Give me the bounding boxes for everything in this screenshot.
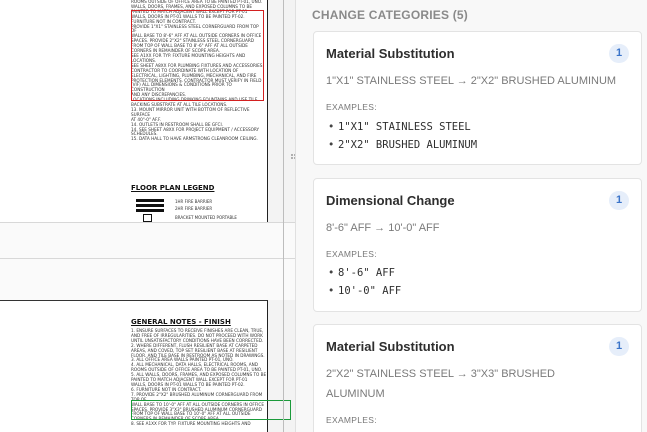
drawing-note-line: 14. SEE SHEET A8XX FOR PROJECT EQUIPMENT / ACCESSORY bbox=[131, 126, 260, 132]
drawing-note-line: WALL BASE TO 8'-6" AFF AT ALL OUTSIDE CORNERS IN OFFICE bbox=[131, 33, 262, 39]
categories-header: CHANGE CATEGORIES (5) bbox=[312, 8, 468, 22]
drawing-note-line: AT 40"-0" AF.F. bbox=[131, 116, 162, 122]
drawing-note-line: 5. ALL WALLS, DOORS, FRAMES, AND EXPOSED COLUMNS TO BE bbox=[131, 372, 267, 378]
category-summary: 8'-6" AFF → 10'-0" AFF bbox=[326, 222, 440, 234]
drawing-note-line: WALLS, DOORS IN PT-01 WALLS TO BE PAINTED PT-02. bbox=[131, 13, 245, 19]
examples-label: EXAMPLES: bbox=[326, 415, 377, 425]
legend-extinguisher-symbol bbox=[143, 214, 152, 222]
drawing-note-line: FLOOR. AND TILE BASE IN RESTROOM AS NOTED IN DRAWINGS. bbox=[131, 352, 265, 358]
drawing-note-line: PROVIDE 1"X1" STAINLESS STEEL CORNERGUARD FROM TOP OF bbox=[131, 23, 260, 34]
sheet-edge-line bbox=[283, 0, 284, 432]
category-summary: 1"X1" STAINLESS STEEL → 2"X2" BRUSHED ALUMINUM bbox=[326, 75, 617, 87]
drawing-note-line: ROOMS OUTSIDE OF OFFICE AREA TO BE PAINTED PT-01, UNO. bbox=[131, 0, 263, 4]
drawing-note-line: CORNERS IN REMAINDER OF SCOPE AREA. bbox=[131, 48, 220, 54]
examples-label: EXAMPLES: bbox=[326, 249, 377, 259]
drawing-note-line: UNTIL UNSATISFACTORY CONDITIONS HAVE BEEN CORRECTED. bbox=[131, 337, 264, 343]
category-card[interactable] bbox=[313, 31, 642, 165]
category-title: Material Substitution bbox=[326, 339, 455, 354]
category-title: Material Substitution bbox=[326, 46, 455, 61]
drawing-note-line: WALLS, DOORS, FRAMES, AND EXPOSED COLUMNS TO BE bbox=[131, 3, 252, 9]
drawing-note-line: AND FREE OF IRREGULARITIES. DO NOT PROCEED WITH WORK bbox=[131, 332, 263, 338]
examples-list bbox=[328, 118, 477, 154]
drawing-note-line: WALL BASE TO 10'-0" AFF AT ALL OUTSIDE CORNERS IN OFFICE bbox=[131, 401, 264, 407]
change-categories-panel[interactable] bbox=[296, 0, 647, 432]
drawing-viewer[interactable] bbox=[0, 0, 295, 432]
example-item: • 1"X1" STAINLESS STEEL bbox=[328, 121, 471, 133]
drawing-note-line: 4. ALL MECHANICAL, DATA HALLS, ELECTRICAL ROOMS, AND bbox=[131, 362, 259, 368]
drawing-note-line: LOCATIONS INCLUDING DRINKING FOUNTAINS AND USE TILE bbox=[131, 97, 258, 103]
drawing-note-line: WALLS, DOORS IN PT-01 WALLS TO BE PAINTED PT-02. bbox=[131, 381, 245, 387]
category-count-badge: 1 bbox=[609, 191, 629, 210]
drawing-note-line: 8. SEE A1XX FOR TYP. FIXTURE MOUNTING HEIGHTS AND bbox=[131, 421, 251, 427]
drawing-note-line: 1. ENSURE SURFACES TO RECEIVE FINISHES ARE CLEAN, TRUE, bbox=[131, 328, 264, 333]
drawing-note-line: FURNITURE NOT IN CONTRACT. bbox=[131, 18, 197, 24]
drawing-note-line: ELECTRICAL, LIGHTING, PLUMBING, MECHANICAL, AND FIRE bbox=[131, 72, 257, 78]
legend-barrier-symbols bbox=[136, 199, 164, 215]
drawing-note-line: ROOMS OUTSIDE OF OFFICE AREA TO BE PAINTED PT-01, UNO. bbox=[131, 367, 263, 373]
examples-list bbox=[328, 264, 401, 300]
examples-label: EXAMPLES: bbox=[326, 102, 377, 112]
drawing-note-line: (VIF) ALL DIMENSIONS & CONDITIONS PRIOR TO CONSTRUCTION bbox=[131, 82, 234, 93]
sheet-gap bbox=[0, 222, 295, 300]
drawing-note-line: AREAS, AND COVED, TOP SET RESILIENT BASE AT RESILIENT bbox=[131, 347, 258, 353]
sheet-gap-divider bbox=[0, 258, 295, 259]
drawing-note-line: 6. FURNITURE NOT IN CONTRACT. bbox=[131, 386, 202, 392]
drawing-note-line: 13. MOUNT MIRROR UNIT WITH BOTTOM OF REFLECTIVE SURFACE bbox=[131, 106, 251, 117]
example-item: • 2"X2" BRUSHED ALUMINUM bbox=[328, 139, 478, 151]
added-change-highlight[interactable] bbox=[131, 400, 291, 420]
example-item: • 10'-0" AFF bbox=[328, 285, 402, 297]
drawing-note-line: AND ANY DISCREPANCIES. bbox=[131, 92, 187, 98]
drawing-note-line: 15. DATA HALL TO HAVE ARMSTRONG CLEANROOM CEILING. bbox=[131, 136, 258, 142]
drawing-note-line: FROM TOP OF WALL BASE TO 8'-6" AFF AT ALL OUTSIDE bbox=[131, 43, 248, 49]
drawing-note-line: SPACES. PROVIDE 3"X3" BRUSHED ALUMINUM CORNERGUARD bbox=[131, 406, 262, 412]
category-summary: 2"X2" STAINLESS STEEL → 3"X3" BRUSHED ALUMINUM bbox=[326, 368, 555, 400]
drawing-note-line: CONTRACTOR TO COORDINATE WITH LOCATION OF bbox=[131, 67, 239, 73]
drawing-note-line: SEE SHEET A8XX FOR PLUMBING FIXTURES AND ACCESSORIES. bbox=[131, 62, 264, 68]
drawing-note-line: PAINTED TO MATCH ADJACENT WALL EXCEPT FOR PT-01 bbox=[131, 377, 248, 383]
drawing-note-line: SCHEDULES. bbox=[131, 131, 158, 137]
category-card[interactable] bbox=[313, 178, 642, 312]
category-count-badge: 1 bbox=[609, 337, 629, 356]
drawing-note-line: PAINTED TO MATCH ADJACENT WALL EXCEPT FOR PT-01 bbox=[131, 8, 248, 14]
drawing-note-line: SEE A1XX FOR TYP. FIXTURE MOUNTING HEIGHTS AND bbox=[131, 52, 246, 58]
legend-item-2hr: 2HR FIRE BARRIER bbox=[175, 206, 213, 211]
drawing-note-line: LOCATIONS. bbox=[131, 57, 157, 63]
category-card[interactable] bbox=[313, 324, 642, 432]
category-title: Dimensional Change bbox=[326, 193, 455, 208]
legend-title: FLOOR PLAN LEGEND bbox=[131, 184, 215, 192]
drawing-note-line: 14. OUTLETS IN RESTROOM SHALL BE GFCI. bbox=[131, 121, 224, 127]
drawing-note-line: SPACES. PROVIDE 2"X2" STAINLESS STEEL CORNERGUARD bbox=[131, 38, 254, 44]
drawing-note-line: 7. PROVIDE 2"X2" BRUSHED ALUMINUM CORNERGUARD FROM TOP OF bbox=[131, 391, 264, 402]
drawing-note-line: FROM TOP OF WALL BASE TO 10'-0" AFF AT ALL OUTSIDE bbox=[131, 411, 251, 417]
drawing-note-line: BACKING SUBSTRATE AT ALL TILE LOCATIONS. bbox=[131, 102, 228, 108]
legend-item-1hr: 1HR FIRE BARRIER bbox=[175, 199, 213, 204]
category-count-badge: 1 bbox=[609, 44, 629, 63]
drawing-sheet-current bbox=[0, 300, 268, 432]
removed-change-highlight[interactable] bbox=[131, 10, 264, 101]
legend-item-bracket: BRACKET MOUNTED PORTABLE bbox=[175, 215, 237, 220]
example-item: • 8'-6" AFF bbox=[328, 267, 395, 279]
drawing-note-line: 2. WHERE DIFFERENT, FLUSH RESILIENT BASE AT CARPETED bbox=[131, 342, 258, 348]
general-notes-title: GENERAL NOTES - FINISH bbox=[131, 318, 231, 326]
drawing-note-line: 3. ALL OFFICE AREA WALLS PAINTED PT-01, UNO. bbox=[131, 357, 234, 363]
drawing-note-line: CORNERS IN REMAINDER OF SCOPE AREA. bbox=[131, 416, 220, 422]
drawing-sheet-previous bbox=[0, 0, 268, 222]
drawing-note-line: PROTECTION ELEMENTS. CONTRACTOR MUST VERIFY IN FIELD bbox=[131, 77, 262, 83]
